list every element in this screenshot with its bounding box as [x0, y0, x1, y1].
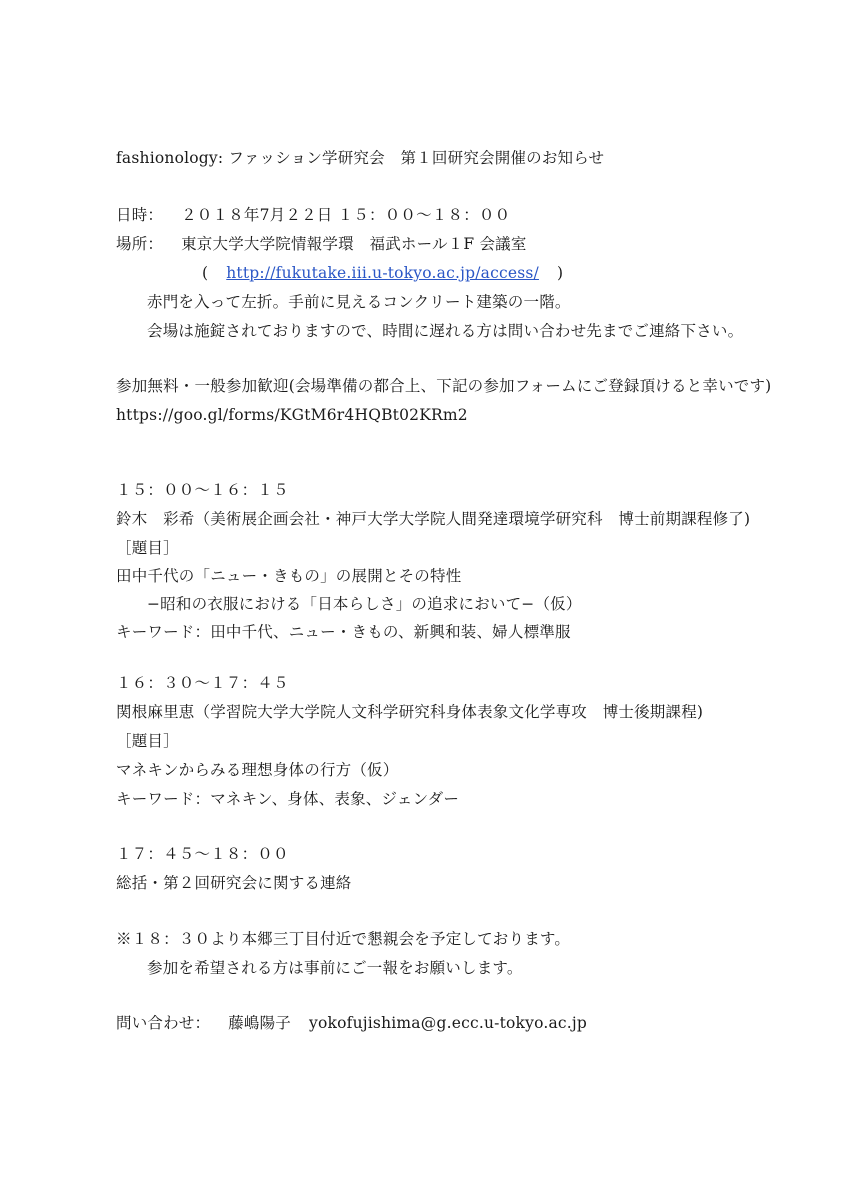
date-line: [116, 203, 510, 227]
registration-text: 参加無料・一般参加歓迎(会場準備の都合上、下記の参加フォームにご登録頂けると幸いです): [116, 377, 772, 395]
session-1-subject-label: ［題目］: [116, 539, 179, 557]
url-open-paren: (: [202, 264, 209, 282]
session-3-description: 総括・第２回研究会に関する連絡: [116, 874, 352, 892]
contact-label: 問い合わせ：: [116, 1014, 211, 1032]
contact-line: [116, 1011, 587, 1035]
venue-line: [116, 232, 527, 256]
lock-notice-text: 会場は施錠されておりますので、時間に遅れる方は問い合わせ先までご連絡下さい。: [147, 322, 744, 340]
afterparty-line-1: ※１８：３０より本郷三丁目付近で懇親会を予定しております。: [116, 930, 571, 948]
session-1-subtitle: −昭和の衣服における「日本らしさ」の追求において−（仮）: [147, 595, 582, 613]
session-2-keywords: キーワード：マネキン、身体、表象、ジェンダー: [116, 790, 460, 808]
contact-name: 藤嶋陽子: [228, 1014, 292, 1032]
session-1-time: １５：００〜１６：１５: [116, 481, 289, 499]
access-url-line: [202, 261, 563, 285]
session-2-speaker: 関根麻里恵（学習院大学大学院人文科学研究科身体表象文化学専攻 博士後期課程): [116, 703, 704, 721]
session-2-subject-label: ［題目］: [116, 732, 179, 750]
venue-label: 場所：: [116, 235, 164, 253]
afterparty-line-2: 参加を希望される方は事前にご一報をお願いします。: [147, 959, 523, 977]
registration-form-url[interactable]: https://goo.gl/forms/KGtM6r4HQBt02KRm2: [116, 406, 468, 424]
date-value: ２０１８年7月２２日 １５：００〜１８：００: [181, 206, 511, 224]
session-2-title: マネキンからみる理想身体の行方（仮）: [116, 761, 399, 779]
page-title: fashionology: ファッション学研究会 第１回研究会開催のお知らせ: [116, 149, 605, 167]
directions-text: 赤門を入って左折。手前に見えるコンクリート建築の一階。: [147, 293, 571, 311]
session-3-time: １７：４５〜１８：００: [116, 845, 289, 863]
url-close-paren: ): [556, 264, 564, 282]
venue-value: 東京大学大学院情報学環 福武ホール１F 会議室: [181, 235, 527, 253]
session-1-title: 田中千代の「ニュー・きもの」の展開とその特性: [116, 567, 462, 585]
contact-email[interactable]: yokofujishima@g.ecc.u-tokyo.ac.jp: [309, 1014, 588, 1032]
date-label: 日時：: [116, 206, 164, 224]
session-1-speaker: 鈴木 彩希（美術展企画会社・神戸大学大学院人間発達環境学研究科 博士前期課程修了): [116, 510, 751, 528]
session-2-time: １６：３０〜１７：４５: [116, 674, 289, 692]
access-url-link[interactable]: http://fukutake.iii.u-tokyo.ac.jp/access/: [226, 264, 539, 282]
session-1-keywords: キーワード：田中千代、ニュー・きもの、新興和装、婦人標準服: [116, 623, 571, 641]
